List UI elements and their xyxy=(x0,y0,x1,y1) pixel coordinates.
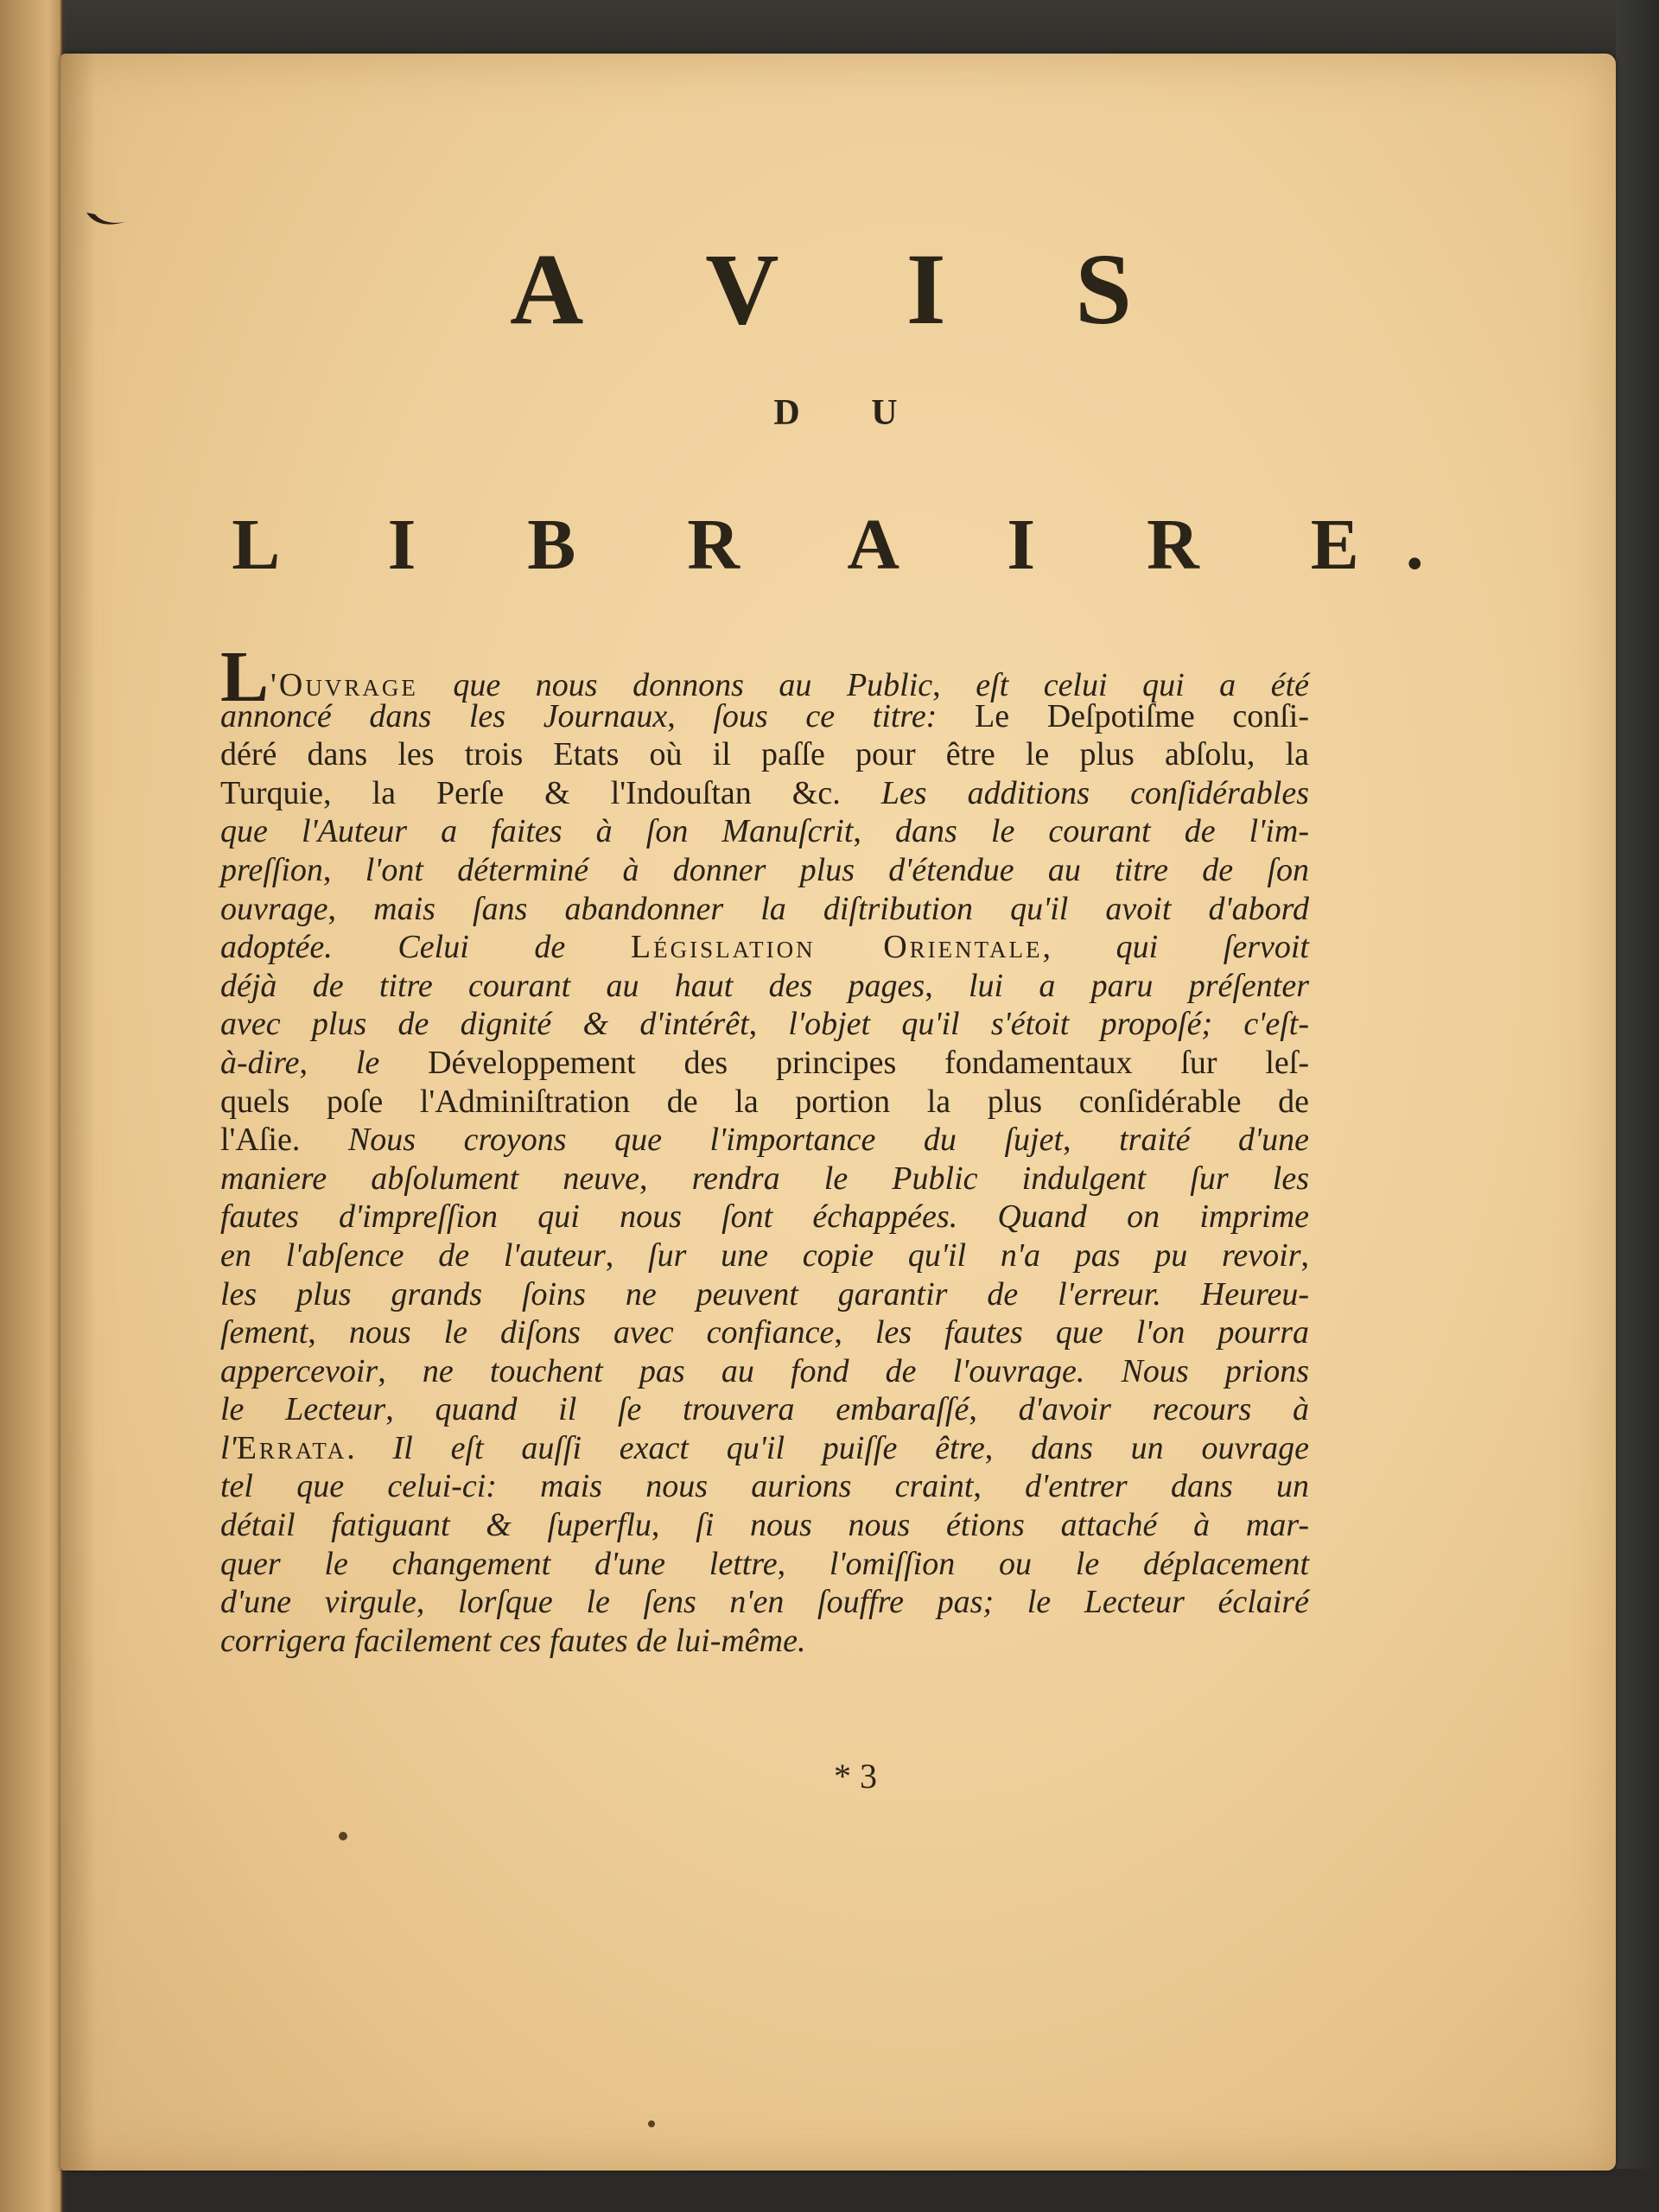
body-paragraph xyxy=(220,637,1310,1660)
text-run: , xyxy=(1300,1236,1309,1274)
text-run: Les additions conſidérables xyxy=(840,774,1309,811)
text-run: , xyxy=(605,1236,649,1274)
text-line xyxy=(220,890,1309,929)
text-run: , xyxy=(308,1314,349,1351)
text-run: , xyxy=(299,1044,356,1081)
text-line xyxy=(220,1236,1309,1275)
text-run: ne touchent pas au fond de l'ouvrage. xyxy=(422,1352,1085,1389)
text-run: , xyxy=(639,1160,692,1197)
text-run: que nous donnons au Public xyxy=(417,667,933,703)
text-line xyxy=(220,928,1309,967)
text-run: l'ont déterminé à donner plus d'étendue au titre de ſon xyxy=(365,851,1310,888)
text-line xyxy=(220,812,1309,851)
page-title: A V I S xyxy=(510,232,1184,346)
text-run: maniere abſolument neuve xyxy=(220,1160,639,1197)
text-run: les plus grands ſoins ne peuvent garantir de l'erreur. xyxy=(220,1275,1161,1313)
text-run: déjà de titre courant au haut des pages xyxy=(220,967,925,1004)
text-run: mais nous aurions craint xyxy=(496,1468,974,1505)
text-run: Heureu- xyxy=(1160,1275,1309,1313)
text-line xyxy=(220,1622,1309,1661)
text-run: , xyxy=(322,851,365,888)
text-run: 'Ouvrage xyxy=(270,667,418,703)
text-line xyxy=(220,1352,1309,1391)
text-run: que l'Auteur a faites à ſon Manuſcrit xyxy=(220,813,854,850)
text-line xyxy=(220,735,1309,774)
paper-speck xyxy=(648,2120,655,2127)
text-line xyxy=(220,1313,1309,1352)
text-run: ſi nous nous étions attaché à mar- xyxy=(696,1507,1310,1544)
text-line xyxy=(220,1083,1309,1122)
text-run: ſement xyxy=(220,1314,308,1351)
text-run: , xyxy=(932,667,976,703)
text-run: l'Aſie. xyxy=(220,1122,301,1159)
book-page xyxy=(60,54,1616,2171)
text-run: , xyxy=(853,813,895,850)
text-run: Le Deſpotiſme conſi- xyxy=(937,697,1309,734)
text-run: , xyxy=(385,1391,435,1428)
backdrop-right xyxy=(1616,0,1659,2212)
text-line xyxy=(220,1198,1309,1236)
text-run: à-dire xyxy=(220,1044,300,1081)
text-run: adoptée. xyxy=(220,929,333,966)
text-run: ouvrage xyxy=(220,890,328,927)
text-run: , xyxy=(327,890,374,927)
text-run: Errata xyxy=(236,1429,347,1466)
text-run: l'objet qu'il s'étoit propoſé; c'eſt- xyxy=(788,1006,1309,1043)
text-run: , xyxy=(834,1314,875,1351)
text-run: Il eſt auſſi exact qu'il puiſſe être xyxy=(354,1429,985,1466)
text-run: , xyxy=(925,967,969,1004)
text-run: d'une virgule xyxy=(220,1584,416,1621)
text-run: , xyxy=(378,1352,423,1389)
text-run: dans le courant de l'im- xyxy=(895,813,1309,850)
text-run: ſur une copie qu'il n'a pas pu revoir xyxy=(648,1236,1301,1274)
page-subtitle: D U xyxy=(773,393,929,433)
text-run: lui a paru préſenter xyxy=(968,967,1309,1004)
text-run: le xyxy=(355,1044,380,1081)
text-run: Nous croyons que l'importance du ſujet xyxy=(300,1122,1064,1159)
text-run: le Lecteur xyxy=(220,1391,386,1428)
text-line xyxy=(220,1467,1309,1506)
previous-page-edge xyxy=(0,0,62,2212)
drop-cap: L xyxy=(220,637,270,717)
text-line xyxy=(220,1121,1309,1160)
text-line xyxy=(220,1545,1309,1584)
ink-mark-icon xyxy=(85,207,130,230)
text-run: nous le diſons avec confiance xyxy=(348,1314,835,1351)
text-run: fautes d'impreſſion qui nous ſont échappées. xyxy=(220,1198,958,1236)
text-run: , xyxy=(984,1429,1032,1466)
text-run: dans un ouvrage xyxy=(1031,1429,1309,1466)
text-run: rendra le Public indulgent ſur les xyxy=(691,1160,1309,1197)
text-run: Turquie, la Perſe & l'Indouſtan &c. xyxy=(220,774,841,811)
text-line xyxy=(220,967,1309,1006)
text-run: les fautes que l'on pourra xyxy=(874,1314,1309,1351)
text-run: appercevoir xyxy=(220,1352,378,1389)
text-line xyxy=(220,1429,1309,1468)
text-line xyxy=(220,1506,1309,1545)
text-run: d'avoir recours à xyxy=(1018,1391,1310,1428)
text-line xyxy=(220,1390,1309,1429)
text-run: l' xyxy=(220,1429,237,1466)
text-run: eſt celui qui a été xyxy=(976,667,1310,703)
text-run: Celui de xyxy=(332,929,631,966)
text-run: quer le changement d'une lettre xyxy=(220,1545,778,1582)
text-run: , xyxy=(667,697,714,734)
page-heading: L I B R A I R E. xyxy=(232,505,1471,585)
text-run: , xyxy=(1042,929,1116,966)
backdrop-bottom xyxy=(0,2169,1659,2212)
text-run: d'entrer dans un xyxy=(1025,1468,1310,1505)
text-run: ſous ce titre: xyxy=(713,697,938,734)
text-run: corrigera facilement ces fautes de lui-même. xyxy=(220,1622,806,1659)
signature-mark: * 3 xyxy=(834,1757,877,1796)
text-line xyxy=(220,1160,1309,1198)
text-run: . xyxy=(346,1429,355,1466)
text-run: détail fatiguant & ſuperflu xyxy=(220,1507,652,1544)
text-line xyxy=(220,774,1309,813)
text-run: , xyxy=(651,1507,696,1544)
text-run: , xyxy=(748,1006,789,1043)
text-run: mais ſans abandonner la diſtribution qu'il avoit d'abord xyxy=(373,890,1309,927)
text-run: annoncé dans les Journaux xyxy=(220,697,668,734)
text-run: traité d'une xyxy=(1119,1122,1310,1159)
text-run: déré dans les trois Etats où il paſſe pour être le plus abſolu, la xyxy=(220,736,1309,773)
text-run: lorſque le ſens n'en ſouffre pas; le Lecteur éclairé xyxy=(458,1584,1310,1621)
text-run: , xyxy=(1063,1122,1120,1159)
text-line xyxy=(220,697,1309,736)
text-line xyxy=(220,1044,1309,1083)
text-line xyxy=(220,1005,1309,1044)
text-run: quand il ſe trouvera embaraſſé xyxy=(435,1391,969,1428)
text-run: quels poſe l'Adminiſtration de la portion la plus conſidérable de xyxy=(220,1083,1309,1120)
text-run: avec plus de dignité & d'intérêt xyxy=(220,1006,749,1043)
text-run: , xyxy=(969,1391,1019,1428)
text-run: l'omiſſion ou le déplacement xyxy=(829,1545,1310,1582)
text-line xyxy=(220,851,1309,890)
text-run: en l'abſence de l'auteur xyxy=(220,1236,606,1274)
text-line xyxy=(220,1275,1309,1314)
text-run: Développement des principes fondamentaux ſur leſ- xyxy=(379,1044,1309,1081)
text-run: Nous prions xyxy=(1084,1352,1309,1389)
text-run: tel que celui-ci: xyxy=(220,1468,497,1505)
text-run: , xyxy=(416,1584,459,1621)
text-run: preſſion xyxy=(220,851,323,888)
text-run: , xyxy=(777,1545,830,1582)
text-run: , xyxy=(973,1468,1026,1505)
text-run: qui ſervoit xyxy=(1116,929,1309,966)
paper-speck xyxy=(339,1832,347,1840)
text-run: Législation Orientale xyxy=(630,929,1043,966)
text-line xyxy=(220,1583,1309,1622)
text-run: Quand on imprime xyxy=(957,1198,1309,1236)
